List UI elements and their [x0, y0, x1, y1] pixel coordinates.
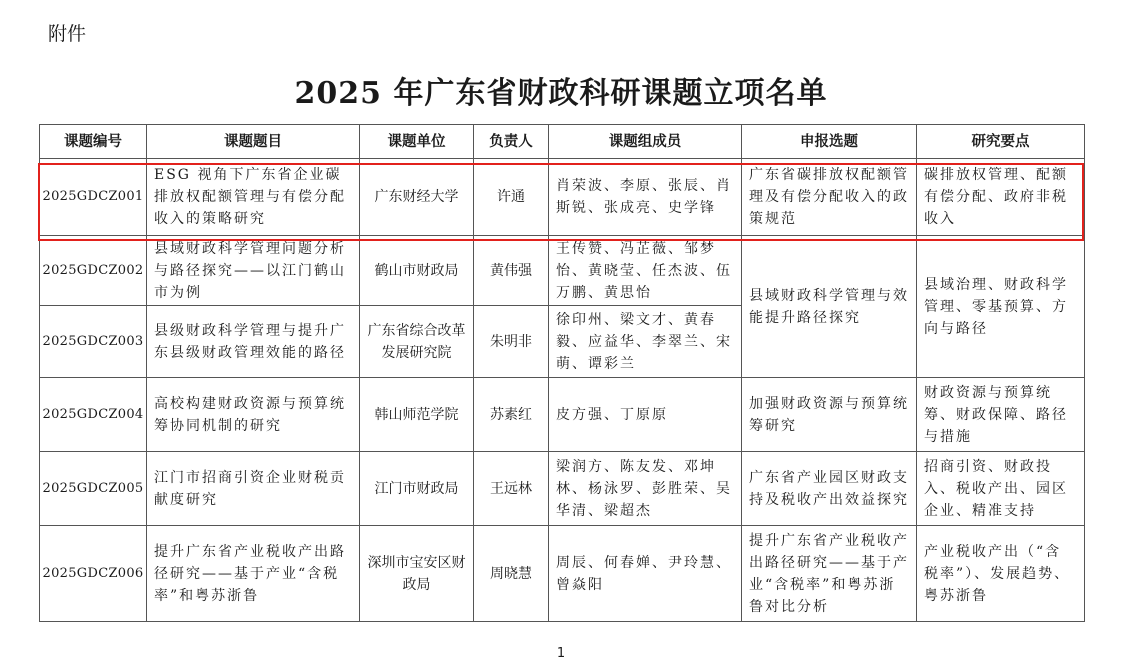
col-header-key-points: 研究要点: [917, 125, 1085, 159]
cell-leader: 周晓慧: [474, 526, 549, 622]
cell-id: 2025GDCZ002: [40, 236, 147, 306]
cell-leader: 许通: [474, 159, 549, 236]
cell-members: 皮方强、丁原原: [549, 378, 742, 452]
cell-members: 徐印州、梁文才、黄春毅、应益华、李翠兰、宋萌、谭彩兰: [549, 306, 742, 378]
cell-selected-topic: 广东省碳排放权配额管理及有偿分配收入的政策规范: [742, 159, 917, 236]
attachment-label: 附件: [48, 23, 87, 45]
document-title: 2025 年广东省财政科研课题立项名单: [294, 76, 828, 111]
cell-topic: 县域财政科学管理问题分析与路径探究——以江门鹤山市为例: [147, 236, 360, 306]
cell-selected-topic: 广东省产业园区财政支持及税收产出效益探究: [742, 452, 917, 526]
cell-unit: 江门市财政局: [360, 452, 474, 526]
cell-members: 周辰、何春婵、尹玲慧、曾焱阳: [549, 526, 742, 622]
col-header-members: 课题组成员: [549, 125, 742, 159]
table-row: [40, 526, 1085, 622]
cell-unit: 广东省综合改革发展研究院: [360, 306, 474, 378]
cell-key-points: 碳排放权管理、配额有偿分配、政府非税收入: [917, 159, 1085, 236]
cell-unit: 鹤山市财政局: [360, 236, 474, 306]
cell-id: 2025GDCZ003: [40, 306, 147, 378]
cell-key-points: 招商引资、财政投入、税收产出、园区企业、精准支持: [917, 452, 1085, 526]
cell-unit: 广东财经大学: [360, 159, 474, 236]
col-header-id: 课题编号: [40, 125, 147, 159]
cell-topic: 县级财政科学管理与提升广东县级财政管理效能的路径: [147, 306, 360, 378]
col-header-topic: 课题题目: [147, 125, 360, 159]
cell-selected-topic: 提升广东省产业税收产出路径研究——基于产业“含税率”和粤苏浙鲁对比分析: [742, 526, 917, 622]
cell-selected-topic: 加强财政资源与预算统筹研究: [742, 378, 917, 452]
cell-leader: 朱明非: [474, 306, 549, 378]
col-header-leader: 负责人: [474, 125, 549, 159]
cell-id: 2025GDCZ004: [40, 378, 147, 452]
cell-id: 2025GDCZ006: [40, 526, 147, 622]
cell-selected-topic: 县域财政科学管理与效能提升路径探究: [742, 236, 917, 378]
cell-leader: 黄伟强: [474, 236, 549, 306]
cell-key-points: 产业税收产出（“含税率”）、发展趋势、粤苏浙鲁: [917, 526, 1085, 622]
page-number: 1: [556, 646, 566, 661]
col-header-unit: 课题单位: [360, 125, 474, 159]
table-row: [40, 378, 1085, 452]
cell-members: 梁润方、陈友发、邓坤林、杨泳罗、彭胜荣、吴华清、梁超杰: [549, 452, 742, 526]
cell-key-points: 财政资源与预算统筹、财政保障、路径与措施: [917, 378, 1085, 452]
cell-topic: 高校构建财政资源与预算统筹协同机制的研究: [147, 378, 360, 452]
cell-topic: 江门市招商引资企业财税贡献度研究: [147, 452, 360, 526]
table-header-row: [40, 125, 1085, 159]
table-row: [40, 236, 1085, 306]
table-row: [40, 452, 1085, 526]
col-header-selected-topic: 申报选题: [742, 125, 917, 159]
cell-key-points: 县域治理、财政科学管理、零基预算、方向与路径: [917, 236, 1085, 378]
cell-unit: 韩山师范学院: [360, 378, 474, 452]
cell-id: 2025GDCZ005: [40, 452, 147, 526]
cell-members: 肖荣波、李原、张辰、肖斯锐、张成亮、史学锋: [549, 159, 742, 236]
table-row: [40, 159, 1085, 236]
cell-leader: 王远林: [474, 452, 549, 526]
cell-topic: ESG 视角下广东省企业碳排放权配额管理与有偿分配收入的策略研究: [147, 159, 360, 236]
cell-id: 2025GDCZ001: [40, 159, 147, 236]
cell-members: 王传赞、冯芷薇、邹梦怡、黄晓莹、任杰波、伍万鹏、黄思怡: [549, 236, 742, 306]
cell-topic: 提升广东省产业税收产出路径研究——基于产业“含税率”和粤苏浙鲁: [147, 526, 360, 622]
project-table: [39, 124, 1085, 622]
cell-unit: 深圳市宝安区财政局: [360, 526, 474, 622]
cell-leader: 苏素红: [474, 378, 549, 452]
